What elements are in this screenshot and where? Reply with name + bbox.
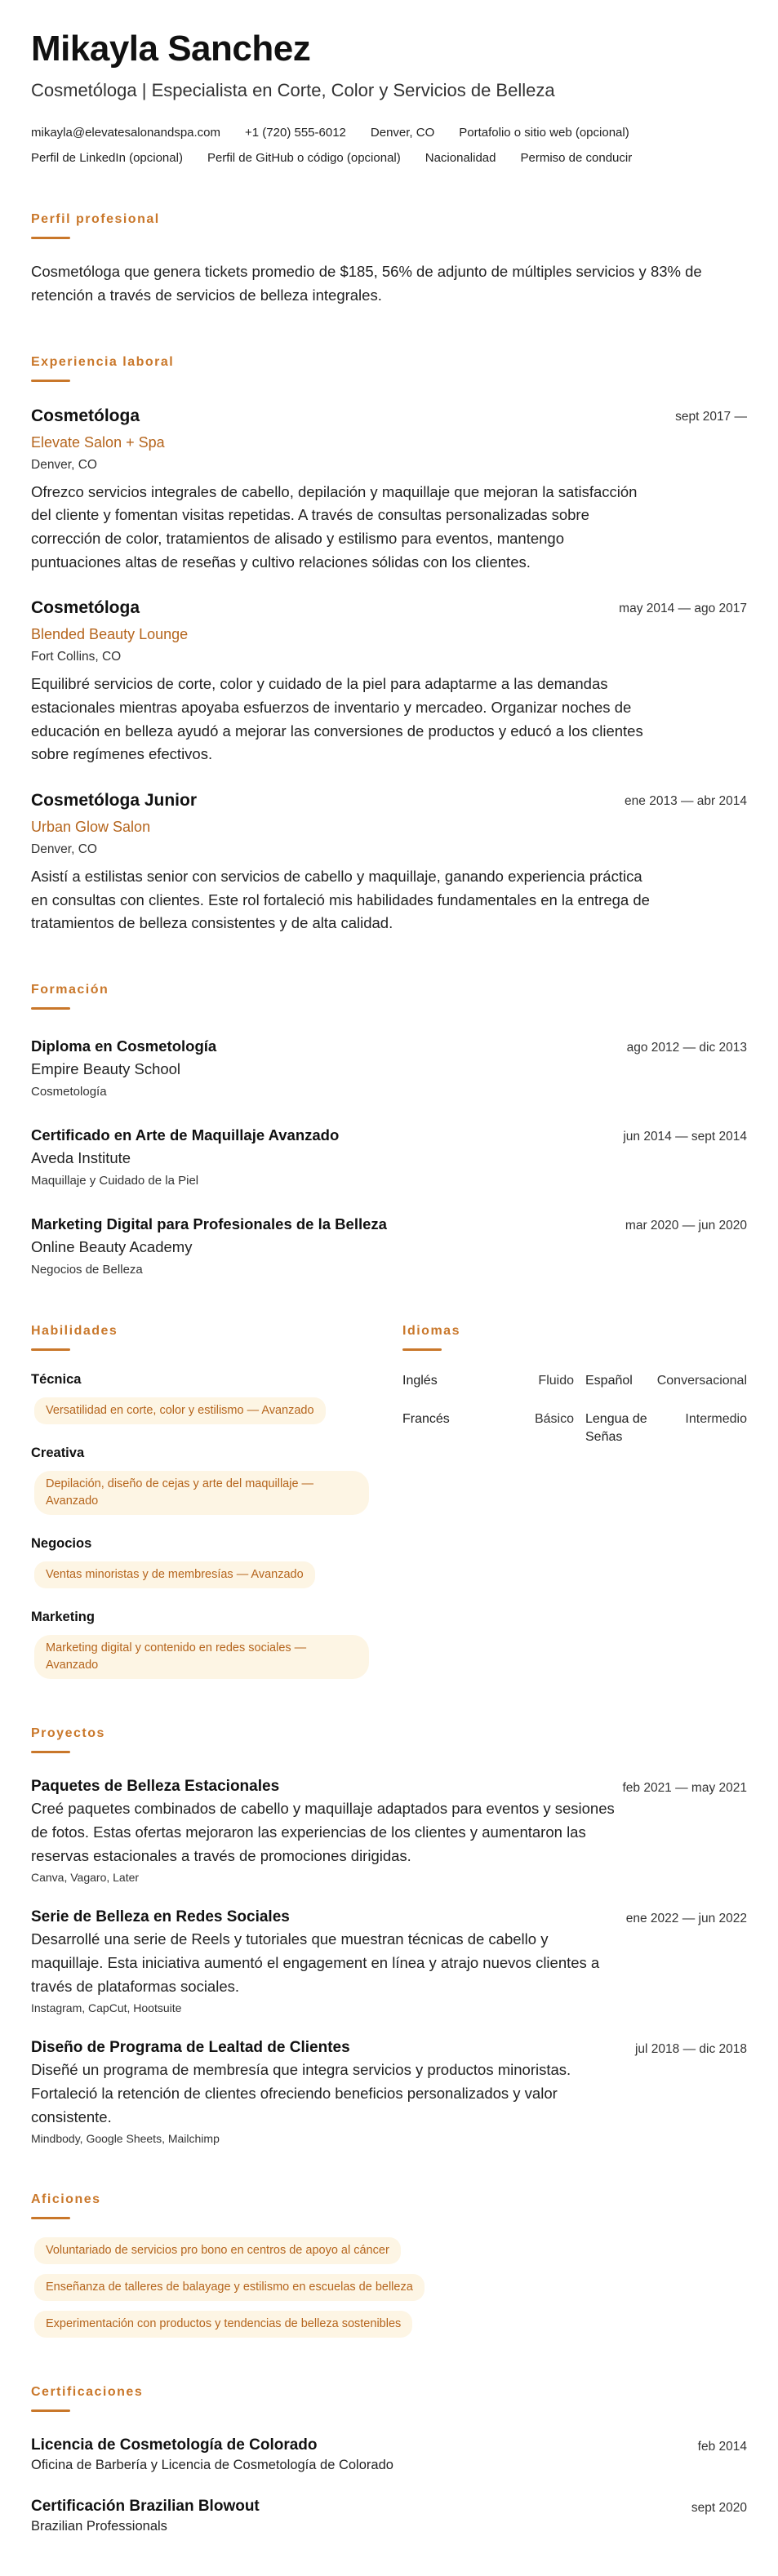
language-list xyxy=(402,1372,747,1446)
education-section xyxy=(31,983,747,1277)
language-row xyxy=(402,1410,747,1447)
study-field: Maquillaje y Cuidado de la Piel xyxy=(31,1174,199,1188)
job-title: Cosmetóloga Junior xyxy=(31,791,198,811)
skill-chip: Marketing digital y contenido en redes sociales — Avanzado xyxy=(34,1635,369,1679)
candidate-name: Mikayla Sanchez xyxy=(31,29,311,69)
hobby-chip: Voluntariado de servicios pro bono en centros de apoyo al cáncer xyxy=(34,2237,401,2264)
school-name: Online Beauty Academy xyxy=(31,1238,193,1256)
project-dates: jul 2018 — dic 2018 xyxy=(634,2042,747,2057)
language-level: Intermedio xyxy=(685,1411,747,1426)
profile-summary: Cosmetóloga que genera tickets promedio de $185, 56% de adjunto de múltiples servicios y 83% de retención a través de servicios de belleza integrales. xyxy=(31,263,702,304)
job-entry xyxy=(31,598,747,766)
hobbies-section xyxy=(31,2192,747,2338)
language-level: Básico xyxy=(534,1411,574,1426)
language-name: Francés xyxy=(402,1411,450,1426)
education-dates: mar 2020 — jun 2020 xyxy=(625,1219,747,1233)
degree-title: Marketing Digital para Profesionales de la Belleza xyxy=(31,1215,387,1233)
language-level: Fluido xyxy=(538,1374,574,1388)
section-title: Idiomas xyxy=(402,1324,460,1339)
job-description: Asistí a estilistas senior con servicios de cabello y maquillaje, ganando experiencia práctica en consultas con clientes. Este rol fortaleció mis habilidades fundamentales en la entrega de tratamientos de belleza consistentes y de alta calidad. xyxy=(31,868,650,932)
section-divider xyxy=(31,237,70,239)
section-title: Proyectos xyxy=(31,1726,105,1741)
job-title: Cosmetóloga xyxy=(31,406,140,425)
candidate-tagline: Cosmetóloga | Especialista en Corte, Color y Servicios de Belleza xyxy=(31,80,555,101)
project-dates: feb 2021 — may 2021 xyxy=(622,1781,747,1796)
education-dates: ago 2012 — dic 2013 xyxy=(626,1041,747,1055)
contact-location: Denver, CO xyxy=(370,126,435,140)
hobby-list xyxy=(31,2237,747,2338)
job-location: Denver, CO xyxy=(31,457,97,472)
section-divider xyxy=(31,1751,70,1753)
language-row xyxy=(402,1372,747,1390)
section-divider xyxy=(31,2217,70,2219)
hobby-chip: Experimentación con productos y tendencias de belleza sostenibles xyxy=(34,2311,412,2338)
section-title: Aficiones xyxy=(31,2192,101,2207)
skill-category: Creativa xyxy=(31,1446,85,1461)
skill-category: Negocios xyxy=(31,1536,92,1552)
certification-title: Certificación Brazilian Blowout xyxy=(31,2498,260,2516)
resume-header xyxy=(31,29,747,165)
section-title: Experiencia laboral xyxy=(31,354,175,369)
skills-languages-row xyxy=(31,1324,747,1679)
project-dates: ene 2022 — jun 2022 xyxy=(625,1912,747,1926)
contact-email[interactable]: mikayla@elevatesalonandspa.com xyxy=(31,126,221,140)
job-company: Urban Glow Salon xyxy=(31,819,151,836)
education-entry xyxy=(31,1126,747,1188)
project-description: Diseñé un programa de membresía que integra servicios y productos minoristas. Fortaleció la retención de clientes ofreciendo beneficios personalizados y valor consistente. xyxy=(31,2061,571,2125)
skill-category: Técnica xyxy=(31,1372,82,1388)
languages-section xyxy=(402,1324,747,1679)
skill-chip: Ventas minoristas y de membresías — Avanzado xyxy=(34,1561,315,1588)
degree-title: Diploma en Cosmetología xyxy=(31,1037,217,1055)
project-title: Diseño de Programa de Lealtad de Clientes xyxy=(31,2039,350,2057)
project-entry xyxy=(31,2039,747,2145)
skill-chip: Versatilidad en corte, color y estilismo — Avanzado xyxy=(34,1397,326,1424)
section-divider xyxy=(402,1348,442,1351)
job-location: Denver, CO xyxy=(31,842,97,857)
contact-github[interactable]: Perfil de GitHub o código (opcional) xyxy=(207,151,401,166)
language-name: Español xyxy=(585,1374,633,1388)
section-title: Habilidades xyxy=(31,1324,118,1339)
profile-section xyxy=(31,212,747,307)
education-entry xyxy=(31,1215,747,1277)
job-title: Cosmetóloga xyxy=(31,598,140,618)
certification-entry xyxy=(31,2436,747,2473)
job-location: Fort Collins, CO xyxy=(31,650,122,664)
job-description: Ofrezco servicios integrales de cabello, depilación y maquillaje que mejoran la satisfacción del cliente y fomentan visitas repetidas. A través de consultas personalizadas sobre corrección de color, tratamientos de alisado y estilismo para eventos, mantengo puntuaciones altas de reseñas y cultivo relaciones sólidas con los clientes. xyxy=(31,482,638,571)
project-tools: Mindbody, Google Sheets, Mailchimp xyxy=(31,2132,220,2146)
study-field: Cosmetología xyxy=(31,1085,107,1099)
job-description: Equilibré servicios de corte, color y cuidado de la piel para adaptarme a las demandas estacionales mientras apoyaba esfuerzos de inventario y mercadeo. Organizar noches de educación en belleza ayudó a mejorar las conversiones de productos y educó a los clientes sobre regímenes efectivos. xyxy=(31,675,643,763)
contact-phone[interactable]: +1 (720) 555-6012 xyxy=(245,126,346,140)
degree-title: Certificado en Arte de Maquillaje Avanzado xyxy=(31,1126,340,1144)
certification-entry xyxy=(31,2498,747,2534)
job-dates: may 2014 — ago 2017 xyxy=(619,602,747,616)
section-title: Formación xyxy=(31,983,109,997)
job-company: Elevate Salon + Spa xyxy=(31,433,165,451)
school-name: Empire Beauty School xyxy=(31,1060,181,1078)
study-field: Negocios de Belleza xyxy=(31,1263,143,1277)
section-divider xyxy=(31,1348,70,1351)
contact-portfolio[interactable]: Portafolio o sitio web (opcional) xyxy=(459,126,629,140)
contact-list xyxy=(31,126,747,165)
section-divider xyxy=(31,1007,70,1010)
job-company: Blended Beauty Lounge xyxy=(31,626,189,643)
project-tools: Canva, Vagaro, Later xyxy=(31,1871,140,1885)
skills-section xyxy=(31,1324,374,1679)
education-entry xyxy=(31,1037,747,1099)
language-name: Lengua de Señas xyxy=(585,1411,647,1444)
contact-nationality: Nacionalidad xyxy=(425,151,496,166)
language-level: Conversacional xyxy=(656,1374,747,1388)
job-entry xyxy=(31,791,747,935)
skill-category: Marketing xyxy=(31,1610,95,1625)
certification-date: sept 2020 xyxy=(691,2501,747,2516)
project-tools: Instagram, CapCut, Hootsuite xyxy=(31,2001,182,2015)
hobby-chip: Enseñanza de talleres de balayage y estilismo en escuelas de belleza xyxy=(34,2274,425,2301)
contact-driving-license: Permiso de conducir xyxy=(520,151,633,166)
job-dates: sept 2017 — xyxy=(675,409,747,424)
certifications-section xyxy=(31,2385,747,2534)
project-title: Serie de Belleza en Redes Sociales xyxy=(31,1908,290,1926)
section-divider xyxy=(31,380,70,382)
project-title: Paquetes de Belleza Estacionales xyxy=(31,1778,280,1796)
certification-issuer: Oficina de Barbería y Licencia de Cosmetología de Colorado xyxy=(31,2458,393,2473)
project-description: Creé paquetes combinados de cabello y maquillaje adaptados para eventos y sesiones de fotos. Estas ofertas mejoraron las experiencias de los clientes y aumentaron las reservas estacionales a través de promociones dirigidas. xyxy=(31,1800,615,1864)
projects-section xyxy=(31,1726,747,2145)
job-entry xyxy=(31,406,747,575)
project-description: Desarrollé una serie de Reels y tutoriales que muestran técnicas de cabello y maquillaje. Esta iniciativa aumentó el engagement en línea y atrajo nuevos clientes a través de plataformas sociales. xyxy=(31,1930,600,1995)
skill-chip: Depilación, diseño de cejas y arte del maquillaje — Avanzado xyxy=(34,1471,369,1515)
section-title: Perfil profesional xyxy=(31,212,160,227)
school-name: Aveda Institute xyxy=(31,1149,131,1167)
language-name: Inglés xyxy=(402,1374,438,1388)
contact-linkedin[interactable]: Perfil de LinkedIn (opcional) xyxy=(31,151,183,166)
job-dates: ene 2013 — abr 2014 xyxy=(625,794,747,809)
project-entry xyxy=(31,1778,747,1884)
experience-section xyxy=(31,355,747,935)
certification-date: feb 2014 xyxy=(697,2440,747,2454)
project-entry xyxy=(31,1908,747,2014)
section-title: Certificaciones xyxy=(31,2385,144,2400)
section-divider xyxy=(31,2409,70,2412)
education-dates: jun 2014 — sept 2014 xyxy=(623,1130,747,1144)
certification-title: Licencia de Cosmetología de Colorado xyxy=(31,2436,318,2454)
certification-issuer: Brazilian Professionals xyxy=(31,2519,167,2534)
